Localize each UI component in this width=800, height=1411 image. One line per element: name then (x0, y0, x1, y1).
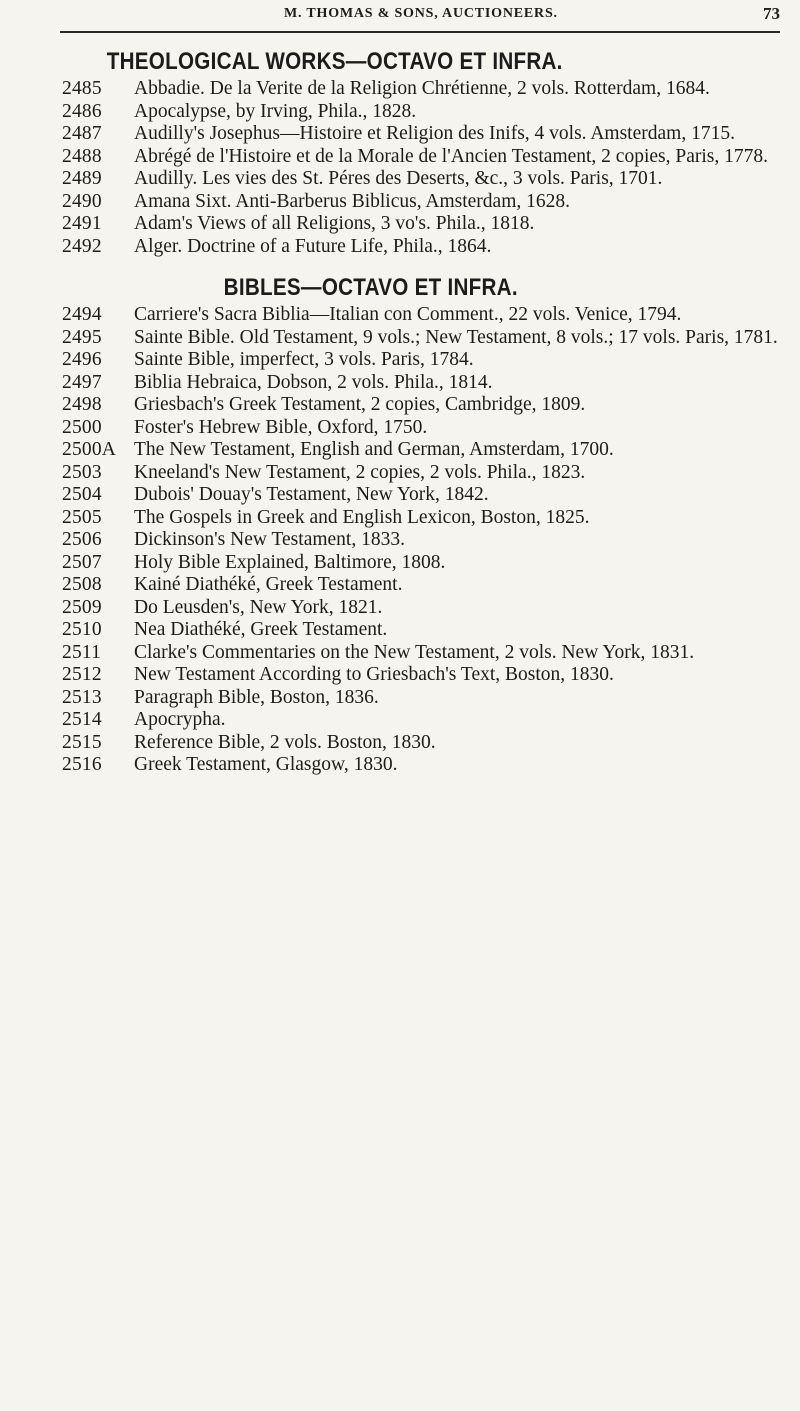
lot-number: 2491 (62, 213, 102, 234)
lot-number: 2500A (62, 439, 117, 460)
entry-list-bibles (62, 304, 782, 777)
list-item (62, 732, 782, 755)
list-item (62, 439, 782, 462)
lot-description: Apocrypha. (134, 709, 226, 730)
lot-number: 2504 (62, 484, 102, 505)
list-item (62, 552, 782, 575)
lot-description: Carriere's Sacra Biblia—Italian con Comment., 22 vols. Venice, 1794. (134, 304, 682, 325)
lot-number: 2506 (62, 529, 102, 550)
list-item (62, 349, 782, 372)
lot-description: Apocalypse, by Irving, Phila., 1828. (134, 100, 417, 122)
lot-description: Biblia Hebraica, Dobson, 2 vols. Phila., 1814. (134, 371, 493, 393)
header-rule (60, 31, 780, 33)
list-item (62, 236, 782, 259)
lot-number: 2489 (62, 168, 102, 189)
list-item (62, 462, 782, 485)
lot-description: Foster's Hebrew Bible, Oxford, 1750. (134, 416, 428, 438)
lot-description: Abbadie. De la Verite de la Religion Chrétienne, 2 vols. Rotterdam, 1684. (134, 78, 710, 99)
list-item (62, 101, 782, 124)
section-title-theological: THEOLOGICAL WORKS—OCTAVO ET INFRA. (106, 48, 563, 75)
list-item (62, 394, 782, 417)
lot-number: 2485 (62, 78, 102, 99)
lot-description: The Gospels in Greek and English Lexicon, Boston, 1825. (134, 506, 590, 528)
lot-number: 2507 (62, 551, 102, 573)
list-item (62, 619, 782, 642)
list-item (62, 191, 782, 214)
list-item (62, 304, 782, 327)
list-item (62, 754, 782, 777)
lot-description: Dubois' Douay's Testament, New York, 1842. (134, 484, 489, 505)
list-item (62, 687, 782, 710)
list-item (62, 168, 782, 191)
list-item (62, 327, 782, 350)
list-item (62, 123, 782, 146)
lot-description: The New Testament, English and German, Amsterdam, 1700. (134, 439, 614, 460)
list-item (62, 664, 782, 687)
list-item (62, 642, 782, 665)
lot-number: 2516 (62, 754, 102, 775)
lot-number: 2495 (62, 326, 102, 348)
lot-description: Kainé Diathéké, Greek Testament. (134, 574, 403, 595)
list-item (62, 213, 782, 236)
lot-number: 2500 (62, 416, 102, 438)
lot-number: 2513 (62, 686, 102, 708)
lot-number: 2490 (62, 190, 102, 212)
lot-number: 2497 (62, 371, 102, 393)
list-item (62, 709, 782, 732)
lot-number: 2515 (62, 731, 102, 753)
lot-description: Greek Testament, Glasgow, 1830. (134, 754, 398, 775)
lot-description: Abrégé de l'Histoire et de la Morale de l'Ancien Testament, 2 copies, Paris, 1778. (134, 145, 768, 167)
lot-description: Dickinson's New Testament, 1833. (134, 529, 405, 550)
lot-number: 2511 (62, 641, 102, 663)
lot-description: Alger. Doctrine of a Future Life, Phila., 1864. (134, 235, 492, 257)
running-title: M. THOMAS & SONS, AUCTIONEERS. (284, 6, 558, 21)
lot-number: 2503 (62, 461, 102, 483)
lot-description: Adam's Views of all Religions, 3 vo's. Phila., 1818. (134, 213, 535, 234)
lot-number: 2488 (62, 145, 102, 167)
lot-number: 2505 (62, 506, 102, 528)
catalogue-body (62, 48, 782, 777)
section-title-bibles: BIBLES—OCTAVO ET INFRA. (223, 274, 518, 301)
lot-number: 2498 (62, 394, 102, 415)
lot-number: 2494 (62, 304, 102, 325)
lot-description: Holy Bible Explained, Baltimore, 1808. (134, 551, 446, 573)
lot-number: 2508 (62, 574, 102, 595)
list-item (62, 78, 782, 101)
lot-description: Sainte Bible, imperfect, 3 vols. Paris, 1784. (134, 349, 474, 370)
lot-number: 2496 (62, 349, 102, 370)
list-item (62, 507, 782, 530)
list-item (62, 574, 782, 597)
list-item (62, 597, 782, 620)
lot-number: 2514 (62, 709, 102, 730)
list-item (62, 417, 782, 440)
lot-description: Reference Bible, 2 vols. Boston, 1830. (134, 731, 436, 753)
page-header (60, 0, 800, 32)
lot-description: Audilly's Josephus—Histoire et Religion des Inifs, 4 vols. Amsterdam, 1715. (134, 123, 735, 144)
lot-description: Sainte Bible. Old Testament, 9 vols.; New Testament, 8 vols.; 17 vols. Paris, 1781. (134, 326, 778, 348)
list-item (62, 484, 782, 507)
lot-description: Kneeland's New Testament, 2 copies, 2 vols. Phila., 1823. (134, 461, 586, 483)
list-item (62, 372, 782, 395)
page-number: 73 (763, 4, 780, 23)
lot-description: Nea Diathéké, Greek Testament. (134, 619, 388, 640)
lot-number: 2509 (62, 596, 102, 618)
lot-description: New Testament According to Griesbach's Text, Boston, 1830. (134, 664, 614, 685)
lot-description: Do Leusden's, New York, 1821. (134, 596, 383, 618)
lot-description: Paragraph Bible, Boston, 1836. (134, 686, 379, 708)
lot-number: 2492 (62, 235, 102, 257)
list-item (62, 146, 782, 169)
lot-description: Clarke's Commentaries on the New Testament, 2 vols. New York, 1831. (134, 641, 695, 663)
lot-number: 2512 (62, 664, 102, 685)
lot-description: Griesbach's Greek Testament, 2 copies, Cambridge, 1809. (134, 394, 586, 415)
lot-number: 2487 (62, 123, 102, 144)
entry-list-theological (62, 78, 782, 258)
lot-number: 2510 (62, 619, 102, 640)
list-item (62, 529, 782, 552)
lot-description: Audilly. Les vies des St. Péres des Deserts, &c., 3 vols. Paris, 1701. (134, 168, 663, 189)
lot-number: 2486 (62, 100, 102, 122)
lot-description: Amana Sixt. Anti-Barberus Biblicus, Amsterdam, 1628. (134, 190, 570, 212)
